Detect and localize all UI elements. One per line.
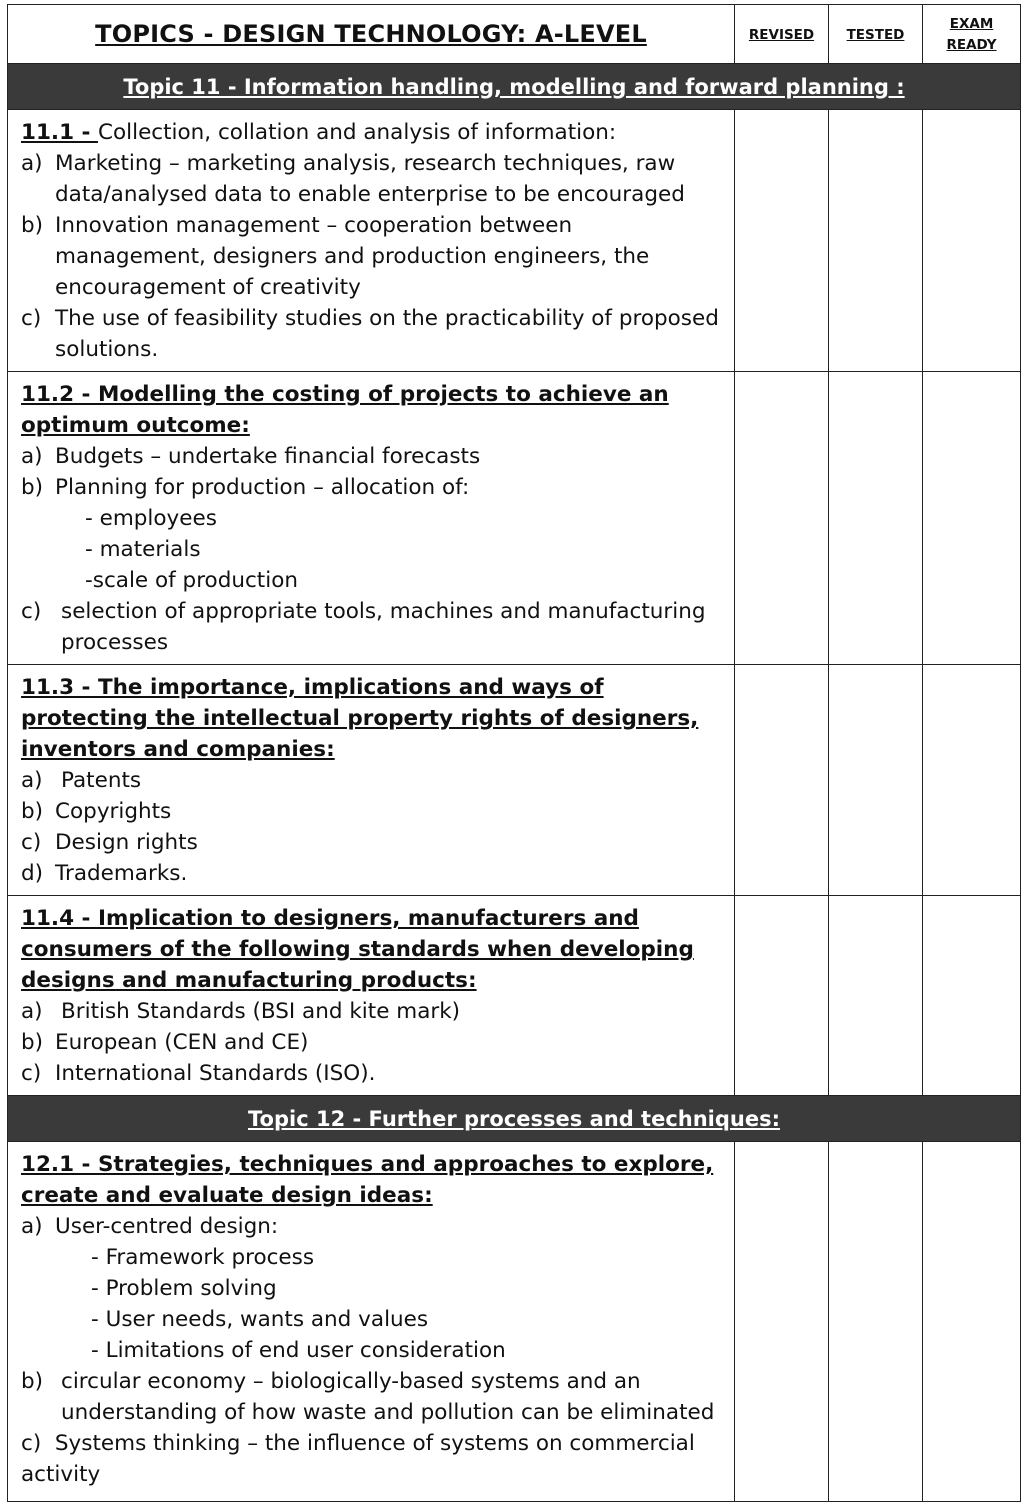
topic-cell-11-1: 11.1 - Collection, collation and analysis of information: a) Marketing – marketing analysis, research techniques, raw data/analysed data to enable enterprise to be encouraged b) Innovation management – cooperation between management, designers and production engineers, the encouragement of creativity c) The use of feasibility studies on the practicability of proposed solutions. [8,110,735,372]
revised-checkbox-11-1[interactable] [735,110,829,372]
list-item: a) User-centred design: [21,1214,279,1239]
revised-checkbox-11-3[interactable] [735,665,829,896]
list-item: c) Systems thinking – the influence of systems on commercial activity [21,1431,695,1487]
tested-checkbox-11-4[interactable] [829,896,923,1096]
topic-cell-12-1: 12.1 - Strategies, techniques and approaches to explore, create and evaluate design ideas: a) User-centred design: - Framework process - Problem solving - User needs, wants and values - Limitations of end user consideration b) circular economy – biologically-based systems and an understanding of how waste and pollution can be eliminated c) Systems thinking – the influence of systems on commercial activity [8,1142,735,1502]
list-item: d) Trademarks. [21,861,188,886]
exam-ready-checkbox-11-3[interactable] [923,665,1021,896]
list-item: b) circular economy – biologically-based systems and an understanding of how waste and pollution can be eliminated [21,1369,715,1425]
list-item: a) British Standards (BSI and kite mark) [21,999,461,1024]
topic-cell-11-2: 11.2 - Modelling the costing of projects to achieve an optimum outcome: a) Budgets – undertake financial forecasts b) Planning for production – allocation of: - employees - materials -scale of production c) selection of appropriate tools, machines and manufacturing processes [8,372,735,665]
topic-cell-11-3: 11.3 - The importance, implications and ways of protecting the intellectual property rights of designers, inventors and companies: a) Patents b) Copyrights c) Design rights d) Trademarks. [8,665,735,896]
list-item: b) European (CEN and CE) [21,1030,309,1055]
list-item: b) Innovation management – cooperation between management, designers and production engineers, the encouragement of creativity [21,213,650,300]
revised-checkbox-12-1[interactable] [735,1142,829,1502]
topic-11-band [8,64,1021,110]
list-item: c) International Standards (ISO). [21,1061,376,1086]
revised-checkbox-11-4[interactable] [735,896,829,1096]
exam-ready-checkbox-11-1[interactable] [923,110,1021,372]
topic-cell-11-4: 11.4 - Implication to designers, manufacturers and consumers of the following standards when developing designs and manufacturing products: a) British Standards (BSI and kite mark) b) European (CEN and CE) c) International Standards (ISO). [8,896,735,1096]
list-item: c) selection of appropriate tools, machines and manufacturing processes [21,599,706,655]
topic-11-title: Topic 11 - Information handling, modelling and forward planning : [123,74,905,99]
table-row-11-3 [8,665,1021,896]
tested-checkbox-11-2[interactable] [829,372,923,665]
exam-ready-checkbox-12-1[interactable] [923,1142,1021,1502]
topic-12-title: Topic 12 - Further processes and techniques: [248,1106,780,1131]
list-item: b) Copyrights [21,799,172,824]
list-item: a) Patents [21,768,142,793]
list-item: a) Marketing – marketing analysis, research techniques, raw data/analysed data to enable enterprise to be encouraged [21,151,685,207]
exam-ready-checkbox-11-4[interactable] [923,896,1021,1096]
revised-column-header: REVISED [735,5,829,64]
list-item: c) The use of feasibility studies on the practicability of proposed solutions. [21,306,719,362]
topic-12-band [8,1096,1021,1142]
list-item: c) Design rights [21,830,198,855]
exam-ready-checkbox-11-2[interactable] [923,372,1021,665]
table-row-11-2 [8,372,1021,665]
tested-checkbox-12-1[interactable] [829,1142,923,1502]
list-item: a) Budgets – undertake financial forecasts [21,444,481,469]
tested-checkbox-11-3[interactable] [829,665,923,896]
table-row-11-1 [8,110,1021,372]
tested-column-header: TESTED [829,5,923,64]
tested-checkbox-11-1[interactable] [829,110,923,372]
header-row [8,5,1021,64]
table-row-12-1 [8,1142,1021,1502]
page-title: TOPICS - DESIGN TECHNOLOGY: A-LEVEL [8,5,735,64]
exam-ready-column-header: EXAM READY [923,5,1021,64]
revised-checkbox-11-2[interactable] [735,372,829,665]
list-item: b) Planning for production – allocation of: [21,475,470,500]
topics-checklist-table [7,4,1021,1502]
table-row-11-4 [8,896,1021,1096]
